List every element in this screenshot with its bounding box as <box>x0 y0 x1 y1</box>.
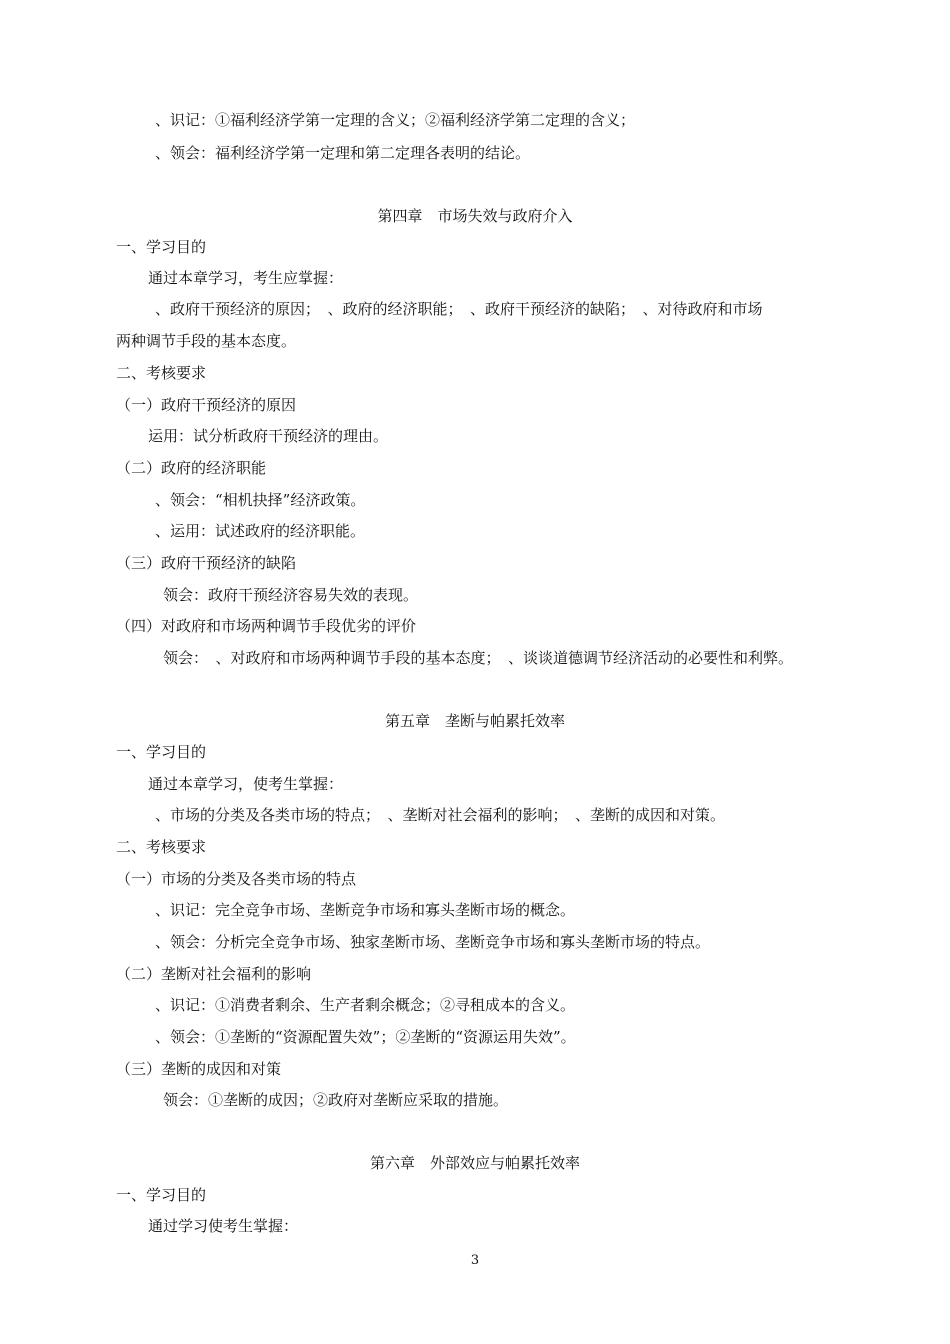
comprehension-item: 、领会：福利经济学第一定理和第二定理各表明的结论。 <box>155 144 531 162</box>
section-heading: 二、考核要求 <box>116 364 207 382</box>
recall-item: 、识记：①福利经济学第一定理的含义；②福利经济学第二定理的含义； <box>155 111 636 129</box>
section-intro: 通过学习使考生掌握： <box>148 1217 299 1235</box>
requirement-item: 领会：政府干预经济容易失效的表现。 <box>163 586 419 604</box>
section-intro: 通过本章学习，考生应掌握： <box>148 269 344 287</box>
section-heading: 一、学习目的 <box>116 238 207 256</box>
subsection-heading: （三）政府干预经济的缺陷 <box>116 554 297 572</box>
subsection-heading: （四）对政府和市场两种调节手段优劣的评价 <box>116 617 417 635</box>
requirement-item: 、识记：①消费者剩余、生产者剩余概念；②寻租成本的含义。 <box>155 996 576 1014</box>
section-intro: 通过本章学习，使考生掌握： <box>148 775 344 793</box>
section-heading: 二、考核要求 <box>116 838 207 856</box>
requirement-item: 、领会：①垄断的“资源配置失效”；②垄断的“资源运用失效”。 <box>155 1028 576 1046</box>
subsection-heading: （一）政府干预经济的原因 <box>116 396 297 414</box>
requirement-item: 领会：①垄断的成因；②政府对垄断应采取的措施。 <box>163 1091 509 1109</box>
requirement-item: 、运用：试述政府的经济职能。 <box>155 522 366 540</box>
objectives-list: 、政府干预经济的原因； 、政府的经济职能； 、政府干预经济的缺陷； 、对待政府和市场 <box>155 300 763 318</box>
subsection-heading: （二）政府的经济职能 <box>116 459 267 477</box>
chapter-title: 第五章 垄断与帕累托效率 <box>384 712 565 730</box>
subsection-heading: （二）垄断对社会福利的影响 <box>116 965 312 983</box>
requirement-item: 、识记：完全竞争市场、垄断竞争市场和寡头垄断市场的概念。 <box>155 901 576 919</box>
subsection-heading: （一）市场的分类及各类市场的特点 <box>116 870 357 888</box>
chapter-title: 第四章 市场失效与政府介入 <box>377 207 573 225</box>
section-heading: 一、学习目的 <box>116 743 207 761</box>
chapter-title: 第六章 外部效应与帕累托效率 <box>369 1154 580 1172</box>
objectives-list: 、市场的分类及各类市场的特点； 、垄断对社会福利的影响； 、垄断的成因和对策。 <box>155 806 726 824</box>
objectives-list-continued: 两种调节手段的基本态度。 <box>116 332 297 350</box>
requirement-item: 、领会：分析完全竞争市场、独家垄断市场、垄断竞争市场和寡头垄断市场的特点。 <box>155 933 711 951</box>
page-number: 3 <box>470 1253 480 1268</box>
section-heading: 一、学习目的 <box>116 1186 207 1204</box>
requirement-item: 运用：试分析政府干预经济的理由。 <box>148 427 389 445</box>
subsection-heading: （三）垄断的成因和对策 <box>116 1060 282 1078</box>
requirement-item: 领会： 、对政府和市场两种调节手段的基本态度； 、谈谈道德调节经济活动的必要性和利弊。 <box>163 649 794 667</box>
requirement-item: 、领会：“相机抉择”经济政策。 <box>155 491 366 509</box>
